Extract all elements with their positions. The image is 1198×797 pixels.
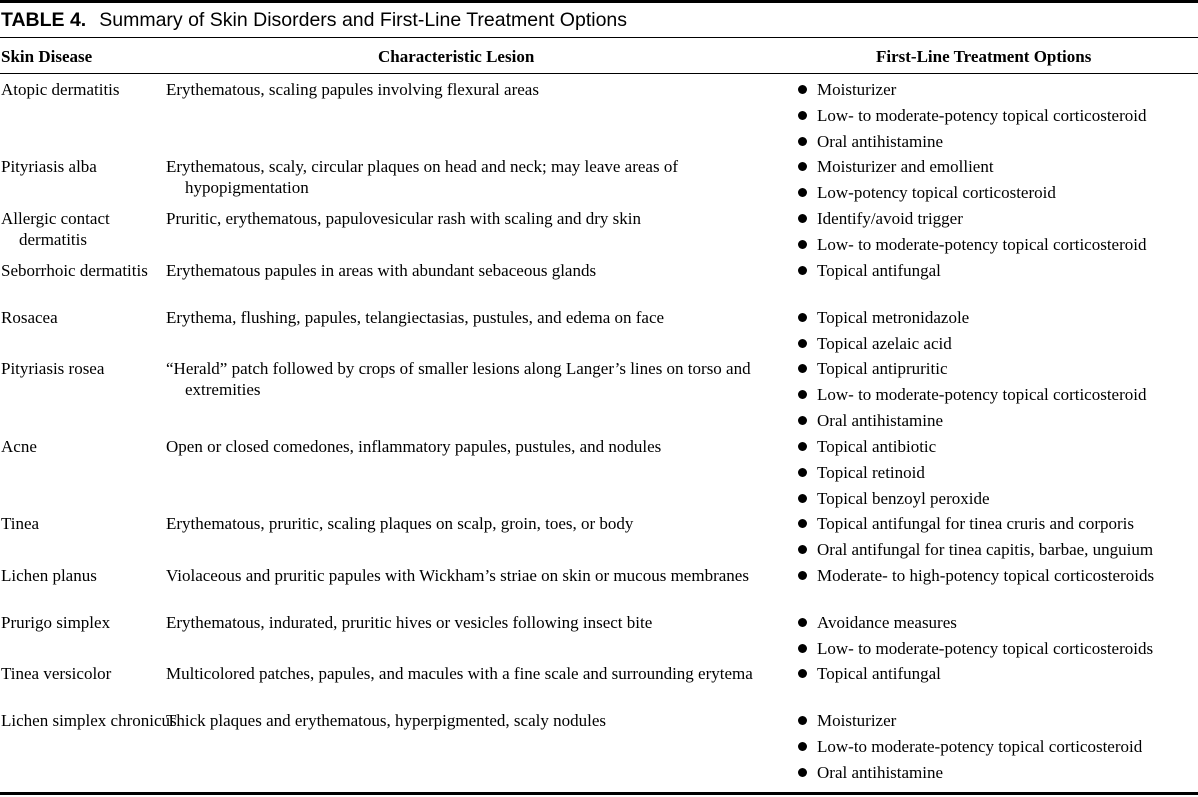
treatment-options-cell	[796, 710, 1198, 788]
treatment-list-item	[796, 333, 1198, 359]
treatment-list-item	[796, 234, 1198, 260]
characteristic-lesion-cell: Thick plaques and erythematous, hyperpigmented, scaly nodules	[166, 711, 606, 730]
skin-disease-cell: Pityriasis rosea	[1, 359, 105, 378]
bullet-icon	[798, 716, 807, 725]
bullet-icon	[798, 85, 807, 94]
treatment-list-item	[796, 384, 1198, 410]
treatment-options-cell	[796, 565, 1198, 591]
treatment-text: Topical metronidazole	[817, 308, 970, 327]
treatment-list-item	[796, 156, 1198, 182]
treatment-text: Oral antifungal for tinea capitis, barbae, unguium	[817, 540, 1154, 559]
treatment-list-item	[796, 710, 1198, 736]
treatment-list-item	[796, 638, 1198, 664]
table-label: TABLE 4.	[1, 9, 87, 31]
treatment-text: Moisturizer	[817, 711, 897, 730]
treatment-list-item	[796, 307, 1198, 333]
bullet-icon	[798, 494, 807, 503]
column-header-characteristic-lesion: Characteristic Lesion	[378, 47, 535, 66]
bullet-icon	[798, 768, 807, 777]
treatment-text: Avoidance measures	[817, 613, 957, 632]
characteristic-lesion-cell: “Herald” patch followed by crops of smaller lesions along Langer’s lines on torso and extremities	[166, 359, 751, 399]
characteristic-lesion-cell: Erythematous, indurated, pruritic hives or vesicles following insect bite	[166, 613, 653, 632]
bullet-icon	[798, 313, 807, 322]
treatment-list-item	[796, 488, 1198, 514]
treatment-text: Topical retinoid	[817, 463, 925, 482]
treatment-text: Topical antifungal	[817, 664, 941, 683]
bullet-icon	[798, 266, 807, 275]
treatment-text: Moderate- to high-potency topical corticosteroids	[817, 566, 1155, 585]
bullet-icon	[798, 669, 807, 678]
treatment-list-item	[796, 105, 1198, 131]
bullet-icon	[798, 442, 807, 451]
treatment-list-item	[796, 410, 1198, 436]
treatment-options-cell	[796, 307, 1198, 359]
treatment-text: Low-to moderate-potency topical corticosteroid	[817, 737, 1143, 756]
treatment-text: Moisturizer and emollient	[817, 157, 994, 176]
bullet-icon	[798, 137, 807, 146]
bullet-icon	[798, 742, 807, 751]
treatment-list-item	[796, 131, 1198, 157]
skin-disease-cell: Lichen simplex chronicus	[1, 711, 177, 730]
treatment-options-cell	[796, 663, 1198, 689]
table-bottom-rule	[0, 792, 1198, 795]
characteristic-lesion-cell: Open or closed comedones, inflammatory papules, pustules, and nodules	[166, 437, 662, 456]
characteristic-lesion-cell: Erythematous, scaly, circular plaques on head and neck; may leave areas of hypopigmentation	[166, 157, 678, 197]
treatment-text: Low- to moderate-potency topical corticosteroids	[817, 639, 1154, 658]
treatment-list-item	[796, 762, 1198, 788]
treatment-text: Topical antipruritic	[817, 359, 948, 378]
treatment-text: Topical benzoyl peroxide	[817, 489, 990, 508]
characteristic-lesion-cell: Erythematous, scaling papules involving flexural areas	[166, 80, 539, 99]
treatment-options-cell	[796, 156, 1198, 208]
table-caption	[1, 7, 627, 33]
table-top-rule	[0, 0, 1198, 3]
skin-disease-cell: Pityriasis alba	[1, 157, 97, 176]
treatment-options-cell	[796, 260, 1198, 286]
treatment-list-item	[796, 260, 1198, 286]
treatment-list-item	[796, 182, 1198, 208]
characteristic-lesion-cell: Violaceous and pruritic papules with Wickham’s striae on skin or mucous membranes	[166, 566, 749, 585]
treatment-text: Topical antifungal	[817, 261, 941, 280]
skin-disease-cell: Rosacea	[1, 308, 58, 327]
table-title: Summary of Skin Disorders and First-Line Treatment Options	[99, 9, 628, 31]
treatment-list-item	[796, 663, 1198, 689]
treatment-options-cell	[796, 208, 1198, 260]
header-top-rule	[0, 37, 1198, 38]
bullet-icon	[798, 214, 807, 223]
treatment-list-item	[796, 79, 1198, 105]
treatment-text: Oral antihistamine	[817, 411, 944, 430]
treatment-list-item	[796, 208, 1198, 234]
column-header-treatment-options: First-Line Treatment Options	[876, 47, 1092, 66]
treatment-list-item	[796, 513, 1198, 539]
column-header-skin-disease: Skin Disease	[1, 47, 93, 66]
bullet-icon	[798, 111, 807, 120]
bullet-icon	[798, 416, 807, 425]
treatment-options-cell	[796, 358, 1198, 436]
characteristic-lesion-cell: Erythematous, pruritic, scaling plaques on scalp, groin, toes, or body	[166, 514, 634, 533]
bullet-icon	[798, 240, 807, 249]
skin-disease-cell: Allergic contact dermatitis	[1, 209, 110, 249]
treatment-options-cell	[796, 79, 1198, 157]
treatment-list-item	[796, 565, 1198, 591]
treatment-text: Moisturizer	[817, 80, 897, 99]
treatment-options-cell	[796, 436, 1198, 514]
skin-disease-cell: Tinea	[1, 514, 40, 533]
skin-disease-cell: Seborrhoic dermatitis	[1, 261, 148, 280]
bullet-icon	[798, 468, 807, 477]
bullet-icon	[798, 364, 807, 373]
skin-disease-cell: Tinea versicolor	[1, 664, 112, 683]
treatment-text: Topical azelaic acid	[817, 334, 952, 353]
treatment-list-item	[796, 736, 1198, 762]
characteristic-lesion-cell: Multicolored patches, papules, and macules with a fine scale and surrounding erytema	[166, 664, 753, 683]
treatment-text: Oral antihistamine	[817, 132, 944, 151]
treatment-text: Low- to moderate-potency topical corticosteroid	[817, 106, 1147, 125]
treatment-text: Low- to moderate-potency topical corticosteroid	[817, 385, 1147, 404]
characteristic-lesion-cell: Erythema, flushing, papules, telangiectasias, pustules, and edema on face	[166, 308, 665, 327]
bullet-icon	[798, 571, 807, 580]
skin-disease-cell: Atopic dermatitis	[1, 80, 120, 99]
characteristic-lesion-cell: Erythematous papules in areas with abundant sebaceous glands	[166, 261, 597, 280]
skin-disease-cell: Acne	[1, 437, 37, 456]
bullet-icon	[798, 390, 807, 399]
treatment-list-item	[796, 462, 1198, 488]
treatment-options-cell	[796, 612, 1198, 664]
treatment-text: Low- to moderate-potency topical corticosteroid	[817, 235, 1147, 254]
bullet-icon	[798, 188, 807, 197]
treatment-text: Topical antifungal for tinea cruris and corporis	[817, 514, 1134, 533]
treatment-list-item	[796, 539, 1198, 565]
skin-disease-cell: Prurigo simplex	[1, 613, 111, 632]
treatment-text: Topical antibiotic	[817, 437, 937, 456]
bullet-icon	[798, 519, 807, 528]
treatment-list-item	[796, 358, 1198, 384]
skin-disease-cell: Lichen planus	[1, 566, 97, 585]
bullet-icon	[798, 644, 807, 653]
bullet-icon	[798, 618, 807, 627]
header-bottom-rule	[0, 73, 1198, 74]
treatment-text: Low-potency topical corticosteroid	[817, 183, 1056, 202]
bullet-icon	[798, 339, 807, 348]
bullet-icon	[798, 545, 807, 554]
treatment-list-item	[796, 612, 1198, 638]
bullet-icon	[798, 162, 807, 171]
characteristic-lesion-cell: Pruritic, erythematous, papulovesicular rash with scaling and dry skin	[166, 209, 641, 228]
treatment-options-cell	[796, 513, 1198, 565]
treatment-text: Oral antihistamine	[817, 763, 944, 782]
treatment-text: Identify/avoid trigger	[817, 209, 963, 228]
treatment-list-item	[796, 436, 1198, 462]
